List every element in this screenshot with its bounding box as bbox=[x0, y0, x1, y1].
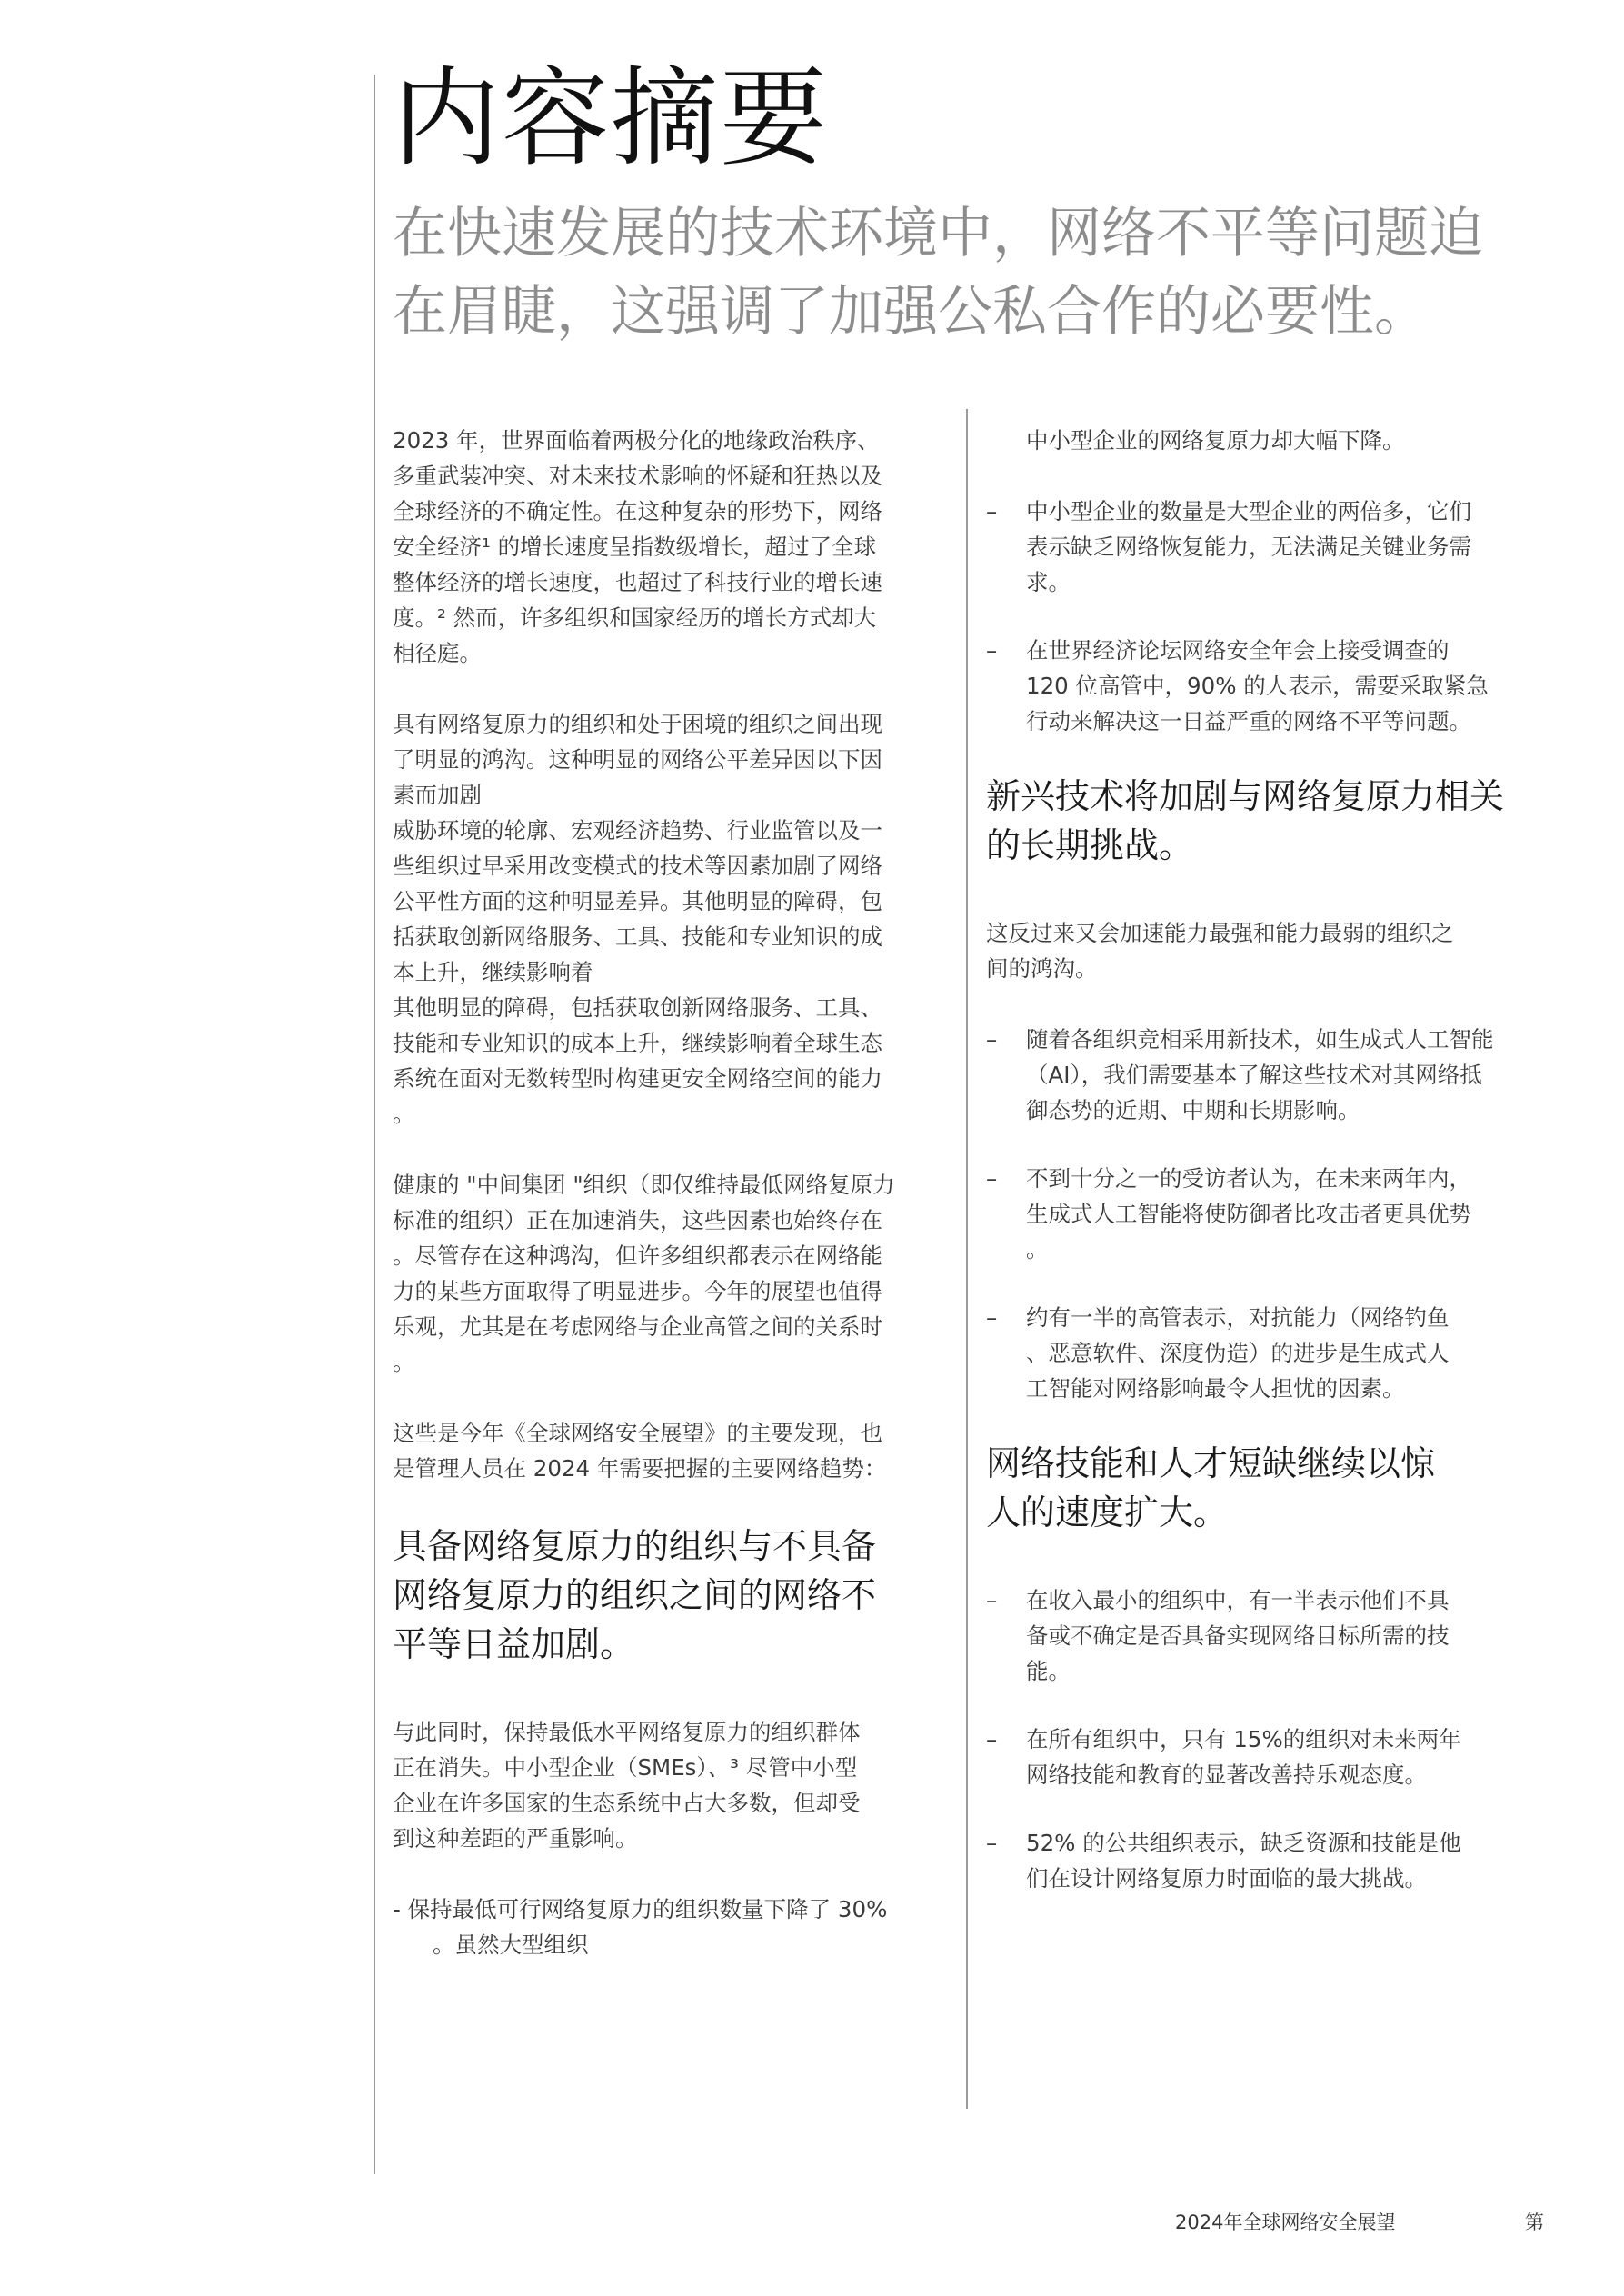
text-line: 表示缺乏网络恢复能力，无法满足关键业务需 bbox=[1026, 534, 1471, 560]
bullet-list-sme bbox=[986, 494, 1540, 739]
left-vertical-rule bbox=[374, 75, 375, 2174]
text-line: 约有一半的高管表示，对抗能力（网络钓鱼 bbox=[1026, 1304, 1450, 1331]
text-line: 系统在面对无数转型时构建更安全网络空间的能力 bbox=[393, 1065, 882, 1092]
left-column bbox=[393, 423, 947, 1998]
heading-line: 具备网络复原力的组织与不具备 bbox=[393, 1526, 877, 1566]
text-line: 素而加剧 bbox=[393, 782, 482, 808]
text-line: - 保持最低可行网络复原力的组织数量下降了 30% bbox=[393, 1896, 888, 1922]
text-line: 间的鸿沟。 bbox=[986, 955, 1098, 982]
text-line: 。 bbox=[393, 1349, 415, 1375]
text-line: 。虽然大型组织 bbox=[433, 1932, 589, 1958]
text-line: 在世界经济论坛网络安全年会上接受调查的 bbox=[1026, 637, 1450, 664]
bullet-item bbox=[986, 1300, 1540, 1406]
text-line: 工智能对网络影响最令人担忧的因素。 bbox=[1026, 1375, 1405, 1402]
text-line: 这些是今年《全球网络安全展望》的主要发现，也 bbox=[393, 1420, 882, 1446]
text-line: 52% 的公共组织表示，缺乏资源和技能是他 bbox=[1026, 1830, 1461, 1856]
bullet-dash: – bbox=[986, 1304, 998, 1331]
text-line: 全球经济的不确定性。在这种复杂的形势下，网络 bbox=[393, 498, 882, 524]
column-divider-rule bbox=[966, 409, 968, 2109]
right-column bbox=[986, 423, 1540, 1929]
intro-paragraph bbox=[393, 423, 947, 671]
page-title: 内容摘要 bbox=[393, 55, 830, 181]
bullet-dash: – bbox=[986, 1726, 998, 1752]
bullet-dash: – bbox=[986, 1587, 998, 1613]
footer-page-label: 第 bbox=[1525, 2211, 1544, 2233]
text-line: 能。 bbox=[1026, 1658, 1071, 1684]
text-line: 多重武装冲突、对未来技术影响的怀疑和狂热以及 bbox=[393, 463, 882, 489]
text-line: 御态势的近期、中期和长期影响。 bbox=[1026, 1097, 1360, 1123]
text-line: 本上升，继续影响着 bbox=[393, 959, 593, 985]
bullet-item bbox=[986, 1161, 1540, 1267]
text-line: 在所有组织中，只有 15%的组织对未来两年 bbox=[1026, 1726, 1461, 1752]
text-line: 不到十分之一的受访者认为，在未来两年内， bbox=[1026, 1165, 1471, 1192]
bullet-item bbox=[986, 1582, 1540, 1689]
text-line: 。尽管存在这种鸿沟，但许多组织都表示在网络能 bbox=[393, 1243, 882, 1269]
text-line: 健康的 "中间集团 "组织（即仅维持最低网络复原力 bbox=[393, 1172, 895, 1198]
text-line: 随着各组织竞相采用新技术，如生成式人工智能 bbox=[1026, 1026, 1494, 1053]
text-line: 企业在许多国家的生态系统中占大多数，但却受 bbox=[393, 1790, 861, 1816]
text-line: 2023 年，世界面临着两极分化的地缘政治秩序、 bbox=[393, 427, 880, 454]
text-line: 、恶意软件、深度伪造）的进步是生成式人 bbox=[1026, 1340, 1450, 1366]
text-line: 生成式人工智能将使防御者比攻击者更具优势 bbox=[1026, 1201, 1471, 1227]
section-heading-skills-gap bbox=[986, 1439, 1540, 1537]
sme-paragraph bbox=[393, 1714, 947, 1856]
subtitle-line: 在眉睫，这强调了加强公私合作的必要性。 bbox=[393, 280, 1429, 344]
text-line: 。 bbox=[1026, 1236, 1049, 1263]
heading-line: 网络技能和人才短缺继续以惊 bbox=[986, 1443, 1436, 1483]
text-line: 力的某些方面取得了明显进步。今年的展望也值得 bbox=[393, 1278, 882, 1304]
text-line: 括获取创新网络服务、工具、技能和专业知识的成 bbox=[393, 923, 882, 950]
text-line: 中小型企业的数量是大型企业的两倍多，它们 bbox=[1026, 498, 1471, 524]
text-line: 网络技能和教育的显著改善持乐观态度。 bbox=[1026, 1762, 1427, 1788]
text-line: 整体经济的增长速度，也超过了科技行业的增长速 bbox=[393, 569, 882, 595]
bullet-item bbox=[986, 633, 1540, 739]
heading-line: 网络复原力的组织之间的网络不 bbox=[393, 1575, 877, 1615]
heading-line: 的长期挑战。 bbox=[986, 825, 1194, 865]
bullet-item bbox=[986, 494, 1540, 600]
text-line: 正在消失。中小型企业（SMEs）、³ 尽管中小型 bbox=[393, 1754, 858, 1781]
text-line: 技能和专业知识的成本上升，继续影响着全球生态 bbox=[393, 1030, 882, 1056]
continuation-line bbox=[986, 423, 1540, 458]
bullet-item bbox=[986, 1022, 1540, 1128]
text-line: 中小型企业的网络复原力却大幅下降。 bbox=[1026, 427, 1405, 454]
text-line: 了明显的鸿沟。这种明显的网络公平差异因以下因 bbox=[393, 746, 882, 773]
text-line: 具有网络复原力的组织和处于困境的组织之间出现 bbox=[393, 711, 882, 737]
middle-group-paragraph bbox=[393, 1167, 947, 1380]
gap-paragraph bbox=[986, 915, 1540, 986]
text-line: （AI），我们需要基本了解这些技术对其网络抵 bbox=[1026, 1062, 1482, 1088]
heading-line: 人的速度扩大。 bbox=[986, 1492, 1229, 1532]
text-line: 这反过来又会加速能力最强和能力最弱的组织之 bbox=[986, 920, 1454, 946]
text-line: 与此同时，保持最低水平网络复原力的组织群体 bbox=[393, 1719, 861, 1745]
bullet-dash: – bbox=[986, 1026, 998, 1053]
bullet-item bbox=[986, 1722, 1540, 1792]
section-heading-emerging-tech bbox=[986, 772, 1540, 870]
footer-report-title: 2024年全球网络安全展望 bbox=[1175, 2211, 1396, 2233]
bullet-list-skills bbox=[986, 1582, 1540, 1896]
text-line: 是管理人员在 2024 年需要把握的主要网络趋势： bbox=[393, 1455, 887, 1482]
cyber-divide-paragraph bbox=[393, 706, 947, 1132]
bullet-dash: – bbox=[986, 1165, 998, 1192]
text-line: 其他明显的障碍，包括获取创新网络服务、工具、 bbox=[393, 994, 882, 1021]
text-line: 行动来解决这一日益严重的网络不平等问题。 bbox=[1026, 708, 1471, 734]
text-line: 备或不确定是否具备实现网络目标所需的技 bbox=[1026, 1622, 1450, 1649]
text-line: 威胁环境的轮廓、宏观经济趋势、行业监管以及一 bbox=[393, 817, 882, 844]
bullet-list-genai bbox=[986, 1022, 1540, 1406]
heading-line: 平等日益加剧。 bbox=[393, 1624, 635, 1664]
text-line: 。 bbox=[393, 1101, 415, 1127]
text-line: 求。 bbox=[1026, 569, 1071, 595]
text-line: 度。² 然而，许多组织和国家经历的增长方式却大 bbox=[393, 604, 877, 631]
bullet-dash: – bbox=[986, 637, 998, 664]
text-line: 到这种差距的严重影响。 bbox=[393, 1825, 638, 1852]
text-line: 120 位高管中，90% 的人表示，需要采取紧急 bbox=[1026, 673, 1489, 699]
text-line: 在收入最小的组织中，有一半表示他们不具 bbox=[1026, 1587, 1450, 1613]
decline-bullet bbox=[393, 1892, 947, 1962]
text-line: 些组织过早采用改变模式的技术等因素加剧了网络 bbox=[393, 853, 882, 879]
bullet-item bbox=[986, 1825, 1540, 1896]
text-line: 相径庭。 bbox=[393, 640, 482, 666]
bullet-dash: – bbox=[986, 1830, 998, 1856]
text-line: 们在设计网络复原力时面临的最大挑战。 bbox=[1026, 1865, 1427, 1892]
text-line: 乐观，尤其是在考虑网络与企业高管之间的关系时 bbox=[393, 1313, 882, 1340]
text-line: 公平性方面的这种明显差异。其他明显的障碍，包 bbox=[393, 888, 882, 914]
text-line: 标准的组织）正在加速消失，这些因素也始终存在 bbox=[393, 1207, 882, 1233]
subtitle-line: 在快速发展的技术环境中，网络不平等问题迫 bbox=[393, 202, 1483, 265]
text-line: 安全经济¹ 的增长速度呈指数级增长，超过了全球 bbox=[393, 534, 877, 560]
heading-line: 新兴技术将加剧与网络复原力相关 bbox=[986, 776, 1505, 816]
key-findings-paragraph bbox=[393, 1415, 947, 1486]
bullet-dash: – bbox=[986, 498, 998, 524]
section-heading-cyber-inequity bbox=[393, 1522, 947, 1669]
page-subtitle bbox=[393, 195, 1538, 351]
